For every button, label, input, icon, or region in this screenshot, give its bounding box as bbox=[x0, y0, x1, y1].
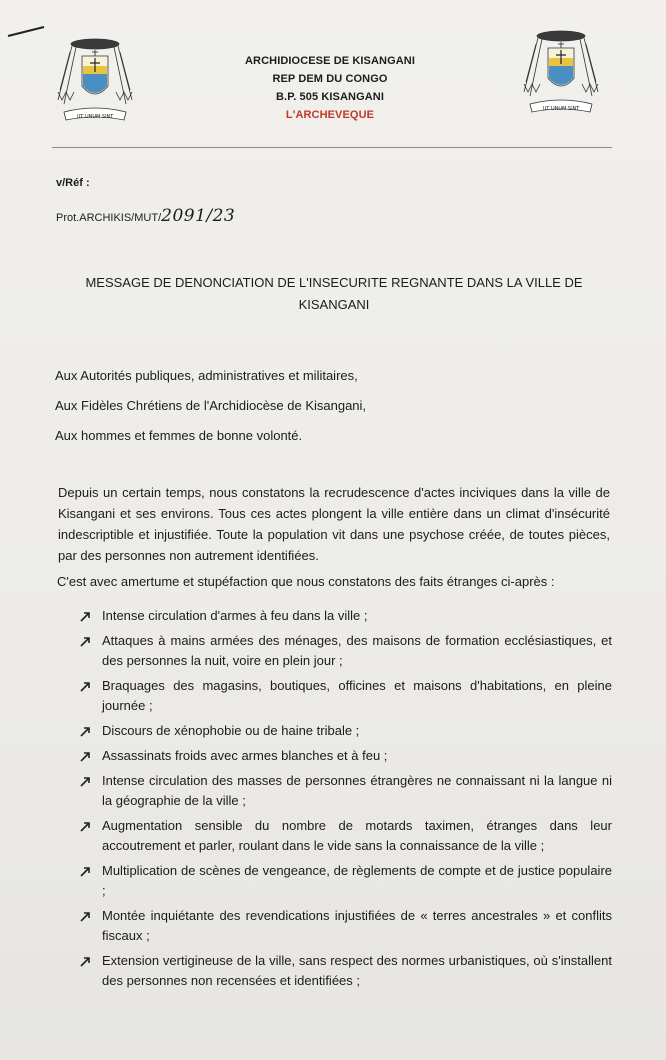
list-item: Montée inquiétante des revendications injustifiées de « terres ancestrales » et conflits fiscaux ; bbox=[76, 906, 612, 946]
addressee-faithful: Aux Fidèles Chrétiens de l'Archidiocèse de Kisangani, bbox=[55, 398, 367, 413]
reference-label: v/Réf : bbox=[56, 177, 90, 189]
arrow-bullet-icon bbox=[80, 682, 90, 692]
arrow-bullet-icon bbox=[80, 637, 90, 647]
protocol-number bbox=[56, 206, 235, 226]
arrow-bullet-icon bbox=[80, 822, 90, 832]
list-item: Multiplication de scènes de vengeance, de règlements de compte et de justice populaire ; bbox=[76, 861, 612, 901]
addressee-authorities: Aux Autorités publiques, administratives et militaires, bbox=[55, 368, 358, 383]
arrow-bullet-icon bbox=[80, 752, 90, 762]
list-item: Braquages des magasins, boutiques, officines et maisons d'habitations, en pleine journée ; bbox=[76, 676, 612, 716]
addressee-people: Aux hommes et femmes de bonne volonté. bbox=[55, 428, 303, 443]
facts-list bbox=[76, 606, 612, 996]
letterhead-country: REP DEM DU CONGO bbox=[272, 73, 388, 85]
list-item: Assassinats froids avec armes blanches et à feu ; bbox=[76, 746, 612, 766]
episcopal-crest-left bbox=[52, 30, 138, 130]
message-title: MESSAGE DE DENONCIATION DE L'INSECURITE REGNANTE DANS LA VILLE DE KISANGANI bbox=[85, 275, 583, 312]
svg-text:UT UNUM SINT: UT UNUM SINT bbox=[542, 106, 580, 112]
arrow-bullet-icon bbox=[80, 727, 90, 737]
list-item: Intense circulation d'armes à feu dans la ville ; bbox=[76, 606, 612, 626]
episcopal-crest-right bbox=[518, 22, 604, 122]
addressees bbox=[55, 366, 366, 456]
header-divider bbox=[52, 147, 612, 148]
arrow-bullet-icon bbox=[80, 957, 90, 967]
list-item: Discours de xénophobie ou de haine tribale ; bbox=[76, 721, 612, 741]
arrow-bullet-icon bbox=[80, 912, 90, 922]
letterhead-archbishop: L'ARCHEVEQUE bbox=[285, 109, 375, 121]
letterhead bbox=[180, 52, 480, 124]
letterhead-postal-box: B.P. 505 KISANGANI bbox=[276, 91, 384, 103]
list-item: Augmentation sensible du nombre de motards taximen, étranges dans leur accoutrement et parler, roulant dans le vide sans la connaissance de la ville ; bbox=[76, 816, 612, 856]
svg-text:UT UNUM SINT: UT UNUM SINT bbox=[76, 114, 114, 120]
list-item: Intense circulation des masses de personnes étrangères ne connaissant ni la langue ni la géographie de la ville ; bbox=[76, 771, 612, 811]
pen-stroke-mark bbox=[6, 24, 46, 40]
arrow-bullet-icon bbox=[80, 867, 90, 877]
list-item: Attaques à mains armées des ménages, des maisons de formation ecclésiastiques, et des personnes la nuit, voire en plein jour ; bbox=[76, 631, 612, 671]
list-item: Extension vertigineuse de la ville, sans respect des normes urbanistiques, où s'installent des personnes non recensées et identifiées ; bbox=[76, 951, 612, 991]
letterhead-archdiocese: ARCHIDIOCESE DE KISANGANI bbox=[245, 55, 415, 67]
arrow-bullet-icon bbox=[80, 777, 90, 787]
arrow-bullet-icon bbox=[80, 612, 90, 622]
protocol-handwritten-number: 2091/23 bbox=[161, 206, 236, 226]
facts-intro: C'est avec amertume et stupéfaction que nous constatons des faits étranges ci-après : bbox=[57, 574, 555, 589]
body-paragraph: Depuis un certain temps, nous constatons la recrudescence d'actes inciviques dans la ville de Kisangani et ses environs. Tous ces actes plongent la ville entière dans un climat d'insécurité indescriptible et injustifiée. Toute la population vit dans une psychose créée, de toutes pièces, par des personnes non autrement identifiées. bbox=[58, 485, 610, 563]
protocol-prefix: Prot.ARCHIKIS/MUT/ bbox=[56, 212, 162, 224]
